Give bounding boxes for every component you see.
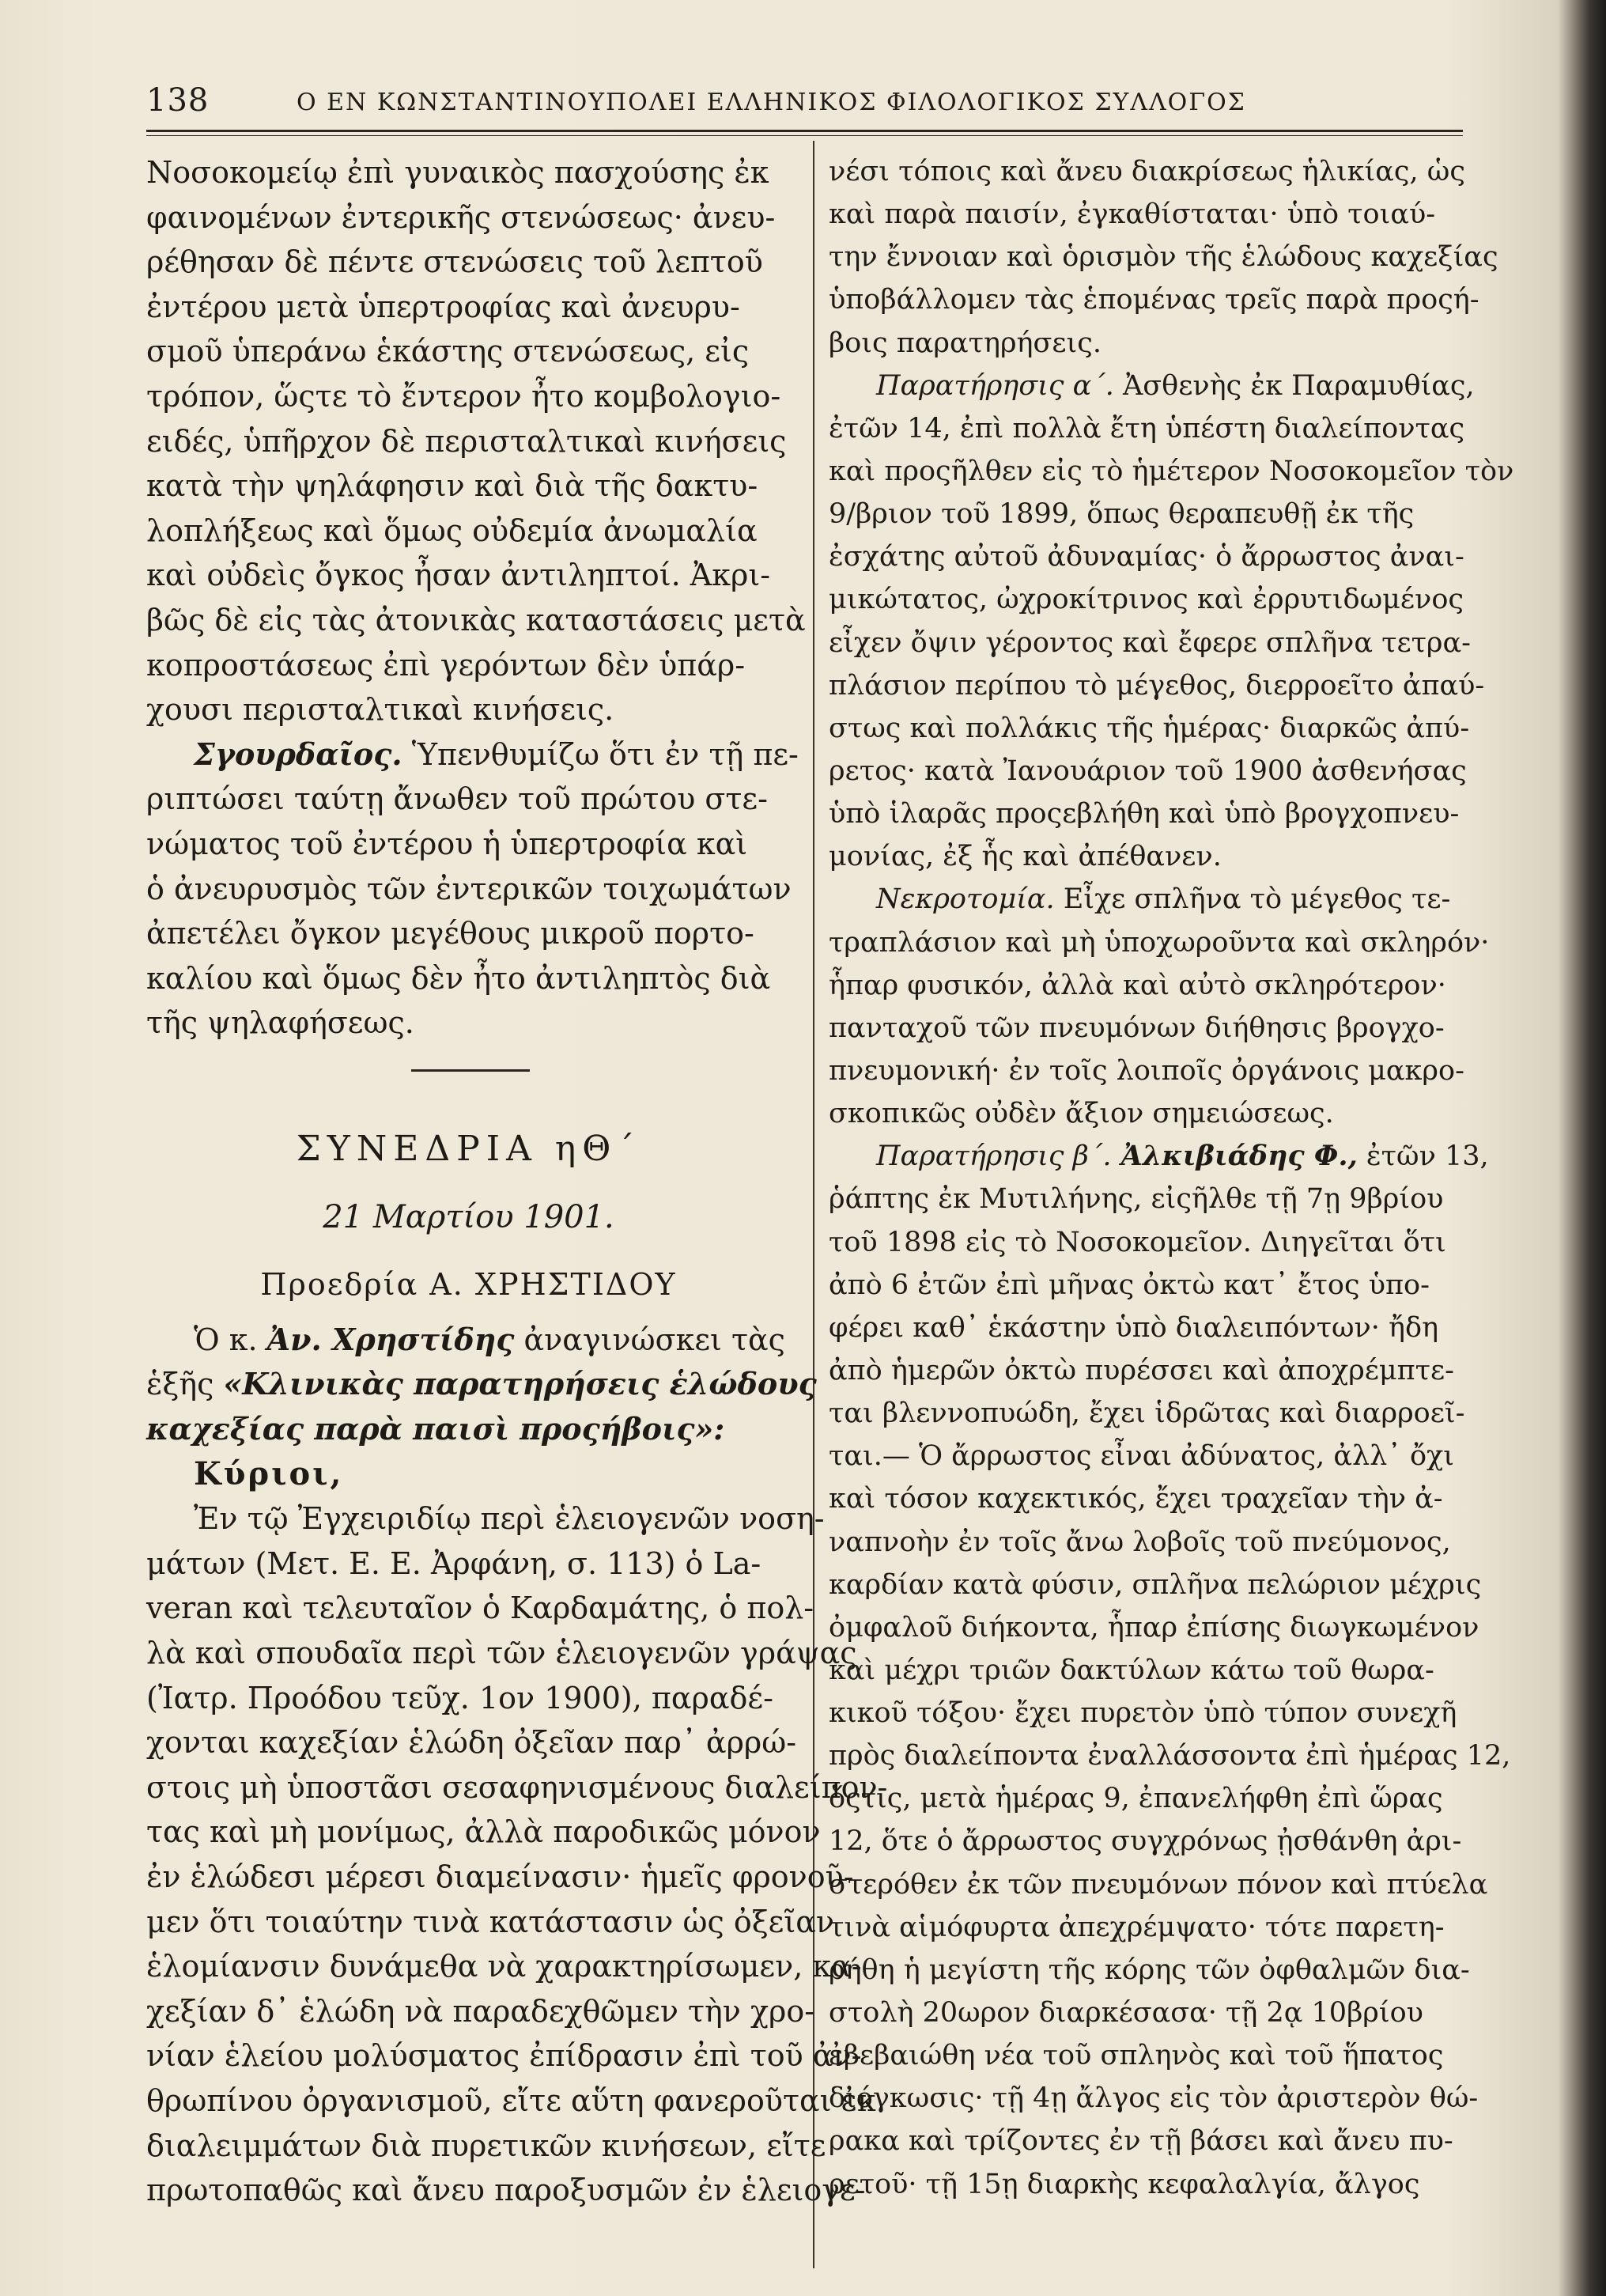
text-line: ἐν ἑλώδεσι μέρεσι διαμείνασιν· ἡμεῖς φρονοῦ- (146, 1859, 854, 1894)
text-line: στοις μὴ ὑποστᾶσι σεσαφηνισμένους διαλείπον- (146, 1769, 888, 1805)
left-para-1 (146, 150, 806, 732)
text-line: τραπλάσιον καὶ μὴ ὑποχωροῦντα καὶ σκληρόν· (829, 926, 1490, 959)
text-line: ἑλομίανσιν δυνάμεθα νὰ χαρακτηρίσωμεν, κα- (146, 1949, 862, 1984)
text-line: πρωτοπαθῶς καὶ ἄνευ παροξυσμῶν ἐν ἑλειογε- (146, 2173, 866, 2208)
text-line: σμοῦ ὑπεράνω ἑκάστης στενώσεως, εἰς (146, 334, 750, 369)
paper-title: «Κλινικὰς παρατηρήσεις ἑλώδους (223, 1366, 817, 1402)
observation-label: Παρατήρησις α΄. (876, 369, 1114, 402)
section-separator (146, 1046, 791, 1093)
text-line: 12, ὅτε ὁ ἄρρωστος συγχρόνως ᾐσθάνθη ἀρι- (829, 1825, 1462, 1858)
text-line: καὶ τόσον καχεκτικός, ἔχει τραχεῖαν τὴν ἀ- (829, 1483, 1443, 1515)
text-line: καὶ οὐδεὶς ὄγκος ἦσαν ἀντιληπτοί. Ἀκρι- (146, 558, 771, 593)
text-line: νώματος τοῦ ἐντέρου ἡ ὑπερτροφία καὶ (146, 826, 748, 861)
text-line (146, 1362, 817, 1407)
text-line: ται.— Ὁ ἄρρωστος εἶναι ἀδύνατος, ἀλλ᾽ ὄχι (829, 1440, 1454, 1473)
session-title: ΣΥΝΕΔΡΙΑ ηΘ΄ (296, 1128, 641, 1169)
text-line: καὶ προςῆλθεν εἰς τὸ ἡμέτερον Νοσοκομεῖον τὸν (829, 455, 1514, 487)
patient-name: Ἀλκιβιάδης Φ., (1111, 1140, 1358, 1173)
text-line: χουσι περισταλτικαὶ κινήσεις. (146, 692, 614, 728)
observation-label: Παρατήρησις β΄. (876, 1140, 1112, 1173)
text-line (146, 732, 799, 777)
text-line: ἧπαρ φυσικόν, ἀλλὰ καὶ αὐτὸ σκληρότερον· (829, 969, 1446, 1001)
observation-2 (829, 1135, 1511, 2206)
text-run: Ὁ κ. (194, 1322, 267, 1357)
salutation: Κύριοι, (194, 1454, 344, 1492)
text-line: ρετος· κατὰ Ἰανουάριον τοῦ 1900 ἀσθενήσας (829, 755, 1467, 787)
header-rule (146, 130, 1463, 132)
text-line: veran καὶ τελευταῖον ὁ Καρδαμάτης, ὁ πολ- (146, 1591, 814, 1626)
left-column (146, 150, 888, 2213)
text-line: πρὸς διαλείποντα ἐναλλάσσοντα ἐπὶ ἡμέρας 12, (829, 1740, 1511, 1772)
text-line (829, 878, 1471, 921)
text-line: ρετοῦ· τῇ 15ῃ διαρκὴς κεφαλαλγία, ἄλγος (829, 2168, 1420, 2200)
text-line: τῆς ψηλαφήσεως. (146, 1005, 414, 1041)
session-chair: Προεδρία Α. ΧΡΗΣΤΙΔΟΥ (260, 1266, 677, 1302)
page-number: 138 (146, 82, 210, 119)
text-line: ὑποβάλλομεν τὰς ἑπομένας τρεῖς παρὰ προςή- (829, 284, 1479, 316)
text-line: τας καὶ μὴ μονίμως, ἀλλὰ παροδικῶς μόνον (146, 1814, 821, 1850)
text-line (829, 365, 1475, 407)
text-line: ται βλεννοπυώδη, ἔχει ἱδρῶτας καὶ διαρροεῖ- (829, 1398, 1465, 1430)
text-run: Ἀσθενὴς ἐκ Παραμυθίας, (1113, 369, 1475, 402)
text-line: ὅςτις, μετὰ ἡμέρας 9, ἐπανελήφθη ἐπὶ ὥρας (829, 1783, 1443, 1815)
right-column (829, 150, 1514, 2206)
running-title: Ο ΕΝ ΚΩΝΣΤΑΝΤΙΝΟΥΠΟΛΕΙ ΕΛΛΗΝΙΚΟΣ ΦΙΛΟΛΟΓΙΚΟΣ ΣΥΛΛΟΓΟΣ (297, 89, 1246, 116)
text-line: ναπνοὴν ἐν τοῖς ἄνω λοβοῖς τοῦ πνεύμονος, (829, 1526, 1451, 1558)
text-line: ῥάπτης ἐκ Μυτιλήνης, εἰςῆλθε τῇ 7ῃ 9βρίου (829, 1183, 1444, 1216)
author-name: Ἀν. Χρηστίδης (266, 1321, 515, 1357)
text-line: διαλειμμάτων διὰ πυρετικῶν κινήσεων, εἴτε (146, 2128, 826, 2163)
text-line: ὀμφαλοῦ διήκοντα, ἧπαρ ἐπίσης διωγκωμένον (829, 1611, 1479, 1644)
text-line: (Ἰατρ. Προόδου τεῦχ. 1ον 1900), παραδέ- (146, 1680, 773, 1715)
text-run: ἐτῶν 13, (1357, 1140, 1489, 1173)
text-line: ὑπὸ ἱλαρᾶς προςεβλήθη καὶ ὑπὸ βρογχοπνευ- (829, 798, 1460, 830)
text-line: ειδές, ὑπῆρχον δὲ περισταλτικαὶ κινήσεις (146, 423, 787, 459)
text-line: χονται καχεξίαν ἑλώδη ὀξεῖαν παρ᾽ ἀρρώ- (146, 1725, 797, 1761)
text-line: σκοπικῶς οὐδὲν ἄξιον σημειώσεως. (829, 1098, 1334, 1130)
observation-1 (829, 365, 1514, 879)
text-line: καρδίαν κατὰ φύσιν, σπλῆνα πελώριον μέχρις (829, 1568, 1482, 1601)
text-line: στερόθεν ἐκ τῶν πνευμόνων πόνον καὶ πτύελα (829, 1868, 1488, 1901)
text-line: ρήθη ἡ μεγίστη τῆς κόρης τῶν ὀφθαλμῶν δια- (829, 1954, 1470, 1986)
text-line: κοπροστάσεως ἐπὶ γερόντων δὲν ὑπάρ- (146, 647, 746, 683)
text-line: νίαν ἑλείου μολύσματος ἐπίδρασιν ἐπὶ τοῦ ἀν- (146, 2038, 862, 2074)
left-para-4 (146, 1496, 888, 2213)
left-para-3 (146, 1318, 817, 1452)
text-line: ἐντέρου μετὰ ὑπερτροφίας καὶ ἀνευρυ- (146, 289, 740, 324)
text-line: την ἔννοιαν καὶ ὁρισμὸν τῆς ἑλώδους καχεξίας (829, 241, 1498, 274)
text-line: ἀπὸ 6 ἐτῶν ἐπὶ μῆνας ὀκτὼ κατ᾽ ἔτος ὑπο- (829, 1269, 1430, 1301)
text-line: ρακα καὶ τρίζοντες ἐν τῇ βάσει καὶ ἄνευ πυ- (829, 2125, 1453, 2158)
text-line: φαινομένων ἐντερικῆς στενώσεως· ἀνευ- (146, 199, 776, 235)
text-line: βοις παρατηρήσεις. (829, 327, 1102, 359)
necropsy (829, 878, 1490, 1135)
text-line: μονίας, ἐξ ἧς καὶ ἀπέθανεν. (829, 841, 1222, 873)
text-line: ἀπὸ ἡμερῶν ὀκτὼ πυρέσσει καὶ ἀποχρέμπτε- (829, 1354, 1454, 1386)
text-line: λοπλήξεως καὶ ὅμως οὐδεμία ἀνωμαλία (146, 513, 758, 548)
text-line: πανταχοῦ τῶν πνευμόνων διήθησις βρογχο- (829, 1012, 1445, 1044)
text-line: θρωπίνου ὀργανισμοῦ, εἴτε αὕτη φανεροῦται ἐκ (146, 2082, 876, 2118)
text-line: διόγκωσις· τῇ 4ῃ ἄλγος εἰς τὸν ἀριστερὸν θώ- (829, 2082, 1479, 2115)
text-line: ὁ ἀνευρυσμὸς τῶν ἐντερικῶν τοιχωμάτων (146, 871, 792, 906)
text-line: νέσι τόποις καὶ ἄνευ διακρίσεως ἡλικίας, ὡς (829, 156, 1465, 187)
text-line: στως καὶ πολλάκις τῆς ἡμέρας· διαρκῶς ἀπύ- (829, 712, 1470, 744)
text-line: κατὰ τὴν ψηλάφησιν καὶ διὰ τῆς δακτυ- (146, 468, 758, 504)
text-line: ἐσχάτης αὐτοῦ ἀδυναμίας· ὁ ἄρρωστος ἀναι- (829, 541, 1464, 573)
text-line: καλίου καὶ ὅμως δὲν ἦτο ἀντιληπτὸς διὰ (146, 960, 771, 996)
speaker-name: Σγουρδαῖος. (194, 736, 402, 772)
text-run: ἀναγινώσκει τὰς (514, 1322, 785, 1357)
necropsy-label: Νεκροτομία. (876, 883, 1055, 916)
page-header (146, 78, 1463, 125)
text-run: Ὑπενθυμίζω ὅτι ἐν τῇ πε- (402, 736, 799, 772)
text-line: Νοσοκομείῳ ἐπὶ γυναικὸς πασχούσης ἐκ (146, 155, 769, 190)
text-line (829, 1135, 1489, 1178)
header-rule-thin (146, 135, 1463, 136)
text-line: Ἐν τῷ Ἐγχειριδίῳ περὶ ἑλειογενῶν νοση- (194, 1501, 825, 1537)
text-line: λὰ καὶ σπουδαῖα περὶ τῶν ἑλειογενῶν γράψας (146, 1636, 857, 1671)
text-line: εἶχεν ὄψιν γέροντος καὶ ἔφερε σπλῆνα τετρα- (829, 626, 1471, 659)
text-line: ρέθησαν δὲ πέντε στενώσεις τοῦ λεπτοῦ (146, 244, 763, 280)
text-line: κικοῦ τόξου· ἔχει πυρετὸν ὑπὸ τύπον συνεχῆ (829, 1697, 1457, 1730)
session-date: 21 Μαρτίου 1901. (323, 1198, 614, 1235)
text-line: καὶ μέχρι τριῶν δακτύλων κάτω τοῦ θωρα- (829, 1654, 1434, 1686)
text-line: ἐτῶν 14, ἐπὶ πολλὰ ἔτη ὑπέστη διαλείποντας (829, 412, 1465, 444)
text-line: μεν ὅτι τοιαύτην τινὰ κατάστασιν ὡς ὀξεῖαν (146, 1904, 834, 1939)
text-line: τοῦ 1898 εἰς τὸ Νοσοκομεῖον. Διηγεῖται ὅτι (829, 1226, 1446, 1258)
text-line: μικώτατος, ὠχροκίτρινος καὶ ἐρρυτιδωμένος (829, 584, 1464, 616)
text-line (146, 1318, 791, 1363)
text-line: τινὰ αἱμόφυρτα ἀπεχρέμψατο· τότε παρετη- (829, 1911, 1445, 1943)
text-line: τρόπον, ὥςτε τὸ ἔντερον ἦτο κομβολογιο- (146, 378, 781, 414)
text-line: φέρει καθ᾽ ἑκάστην ὑπὸ διαλειπόντων· ἤδη (829, 1311, 1439, 1344)
text-run: ἑξῆς (146, 1367, 224, 1402)
left-para-2 (146, 732, 799, 1046)
right-para-1 (829, 150, 1498, 365)
text-line: ριπτώσει ταύτῃ ἄνωθεν τοῦ πρώτου στε- (146, 781, 768, 817)
text-line: πλάσιον περίπου τὸ μέγεθος, διερροεῖτο ἀπαύ- (829, 669, 1485, 702)
text-line: 9/βριον τοῦ 1899, ὅπως θεραπευθῇ ἐκ τῆς (829, 498, 1415, 531)
text-run: Εἶχε σπλῆνα τὸ μέγεθος τε- (1054, 883, 1451, 916)
text-line: βῶς δὲ εἰς τὰς ἀτονικὰς καταστάσεις μετὰ (146, 602, 806, 637)
text-line: καὶ παρὰ παισίν, ἐγκαθίσταται· ὑπὸ τοιαύ- (829, 199, 1436, 231)
text-line: πνευμονική· ἐν τοῖς λοιποῖς ὀργάνοις μακρο- (829, 1054, 1464, 1087)
paper-title-cont: καχεξίας παρὰ παισὶ προςήβοις»: (146, 1411, 725, 1447)
text-line: μάτων (Μετ. Ε. Ε. Ἀρφάνη, σ. 113) ὁ La- (146, 1545, 761, 1581)
text-line: ἀπετέλει ὄγκον μεγέθους μικροῦ πορτο- (146, 916, 754, 951)
text-line: ἐβεβαιώθη νέα τοῦ σπληνὸς καὶ τοῦ ἥπατος (829, 2040, 1444, 2072)
text-line: χεξίαν δ᾽ ἑλώδη νὰ παραδεχθῶμεν τὴν χρο- (146, 1993, 815, 2029)
text-line: στολὴ 20ωρον διαρκέσασα· τῇ 2ᾳ 10βρίου (829, 1997, 1423, 2029)
